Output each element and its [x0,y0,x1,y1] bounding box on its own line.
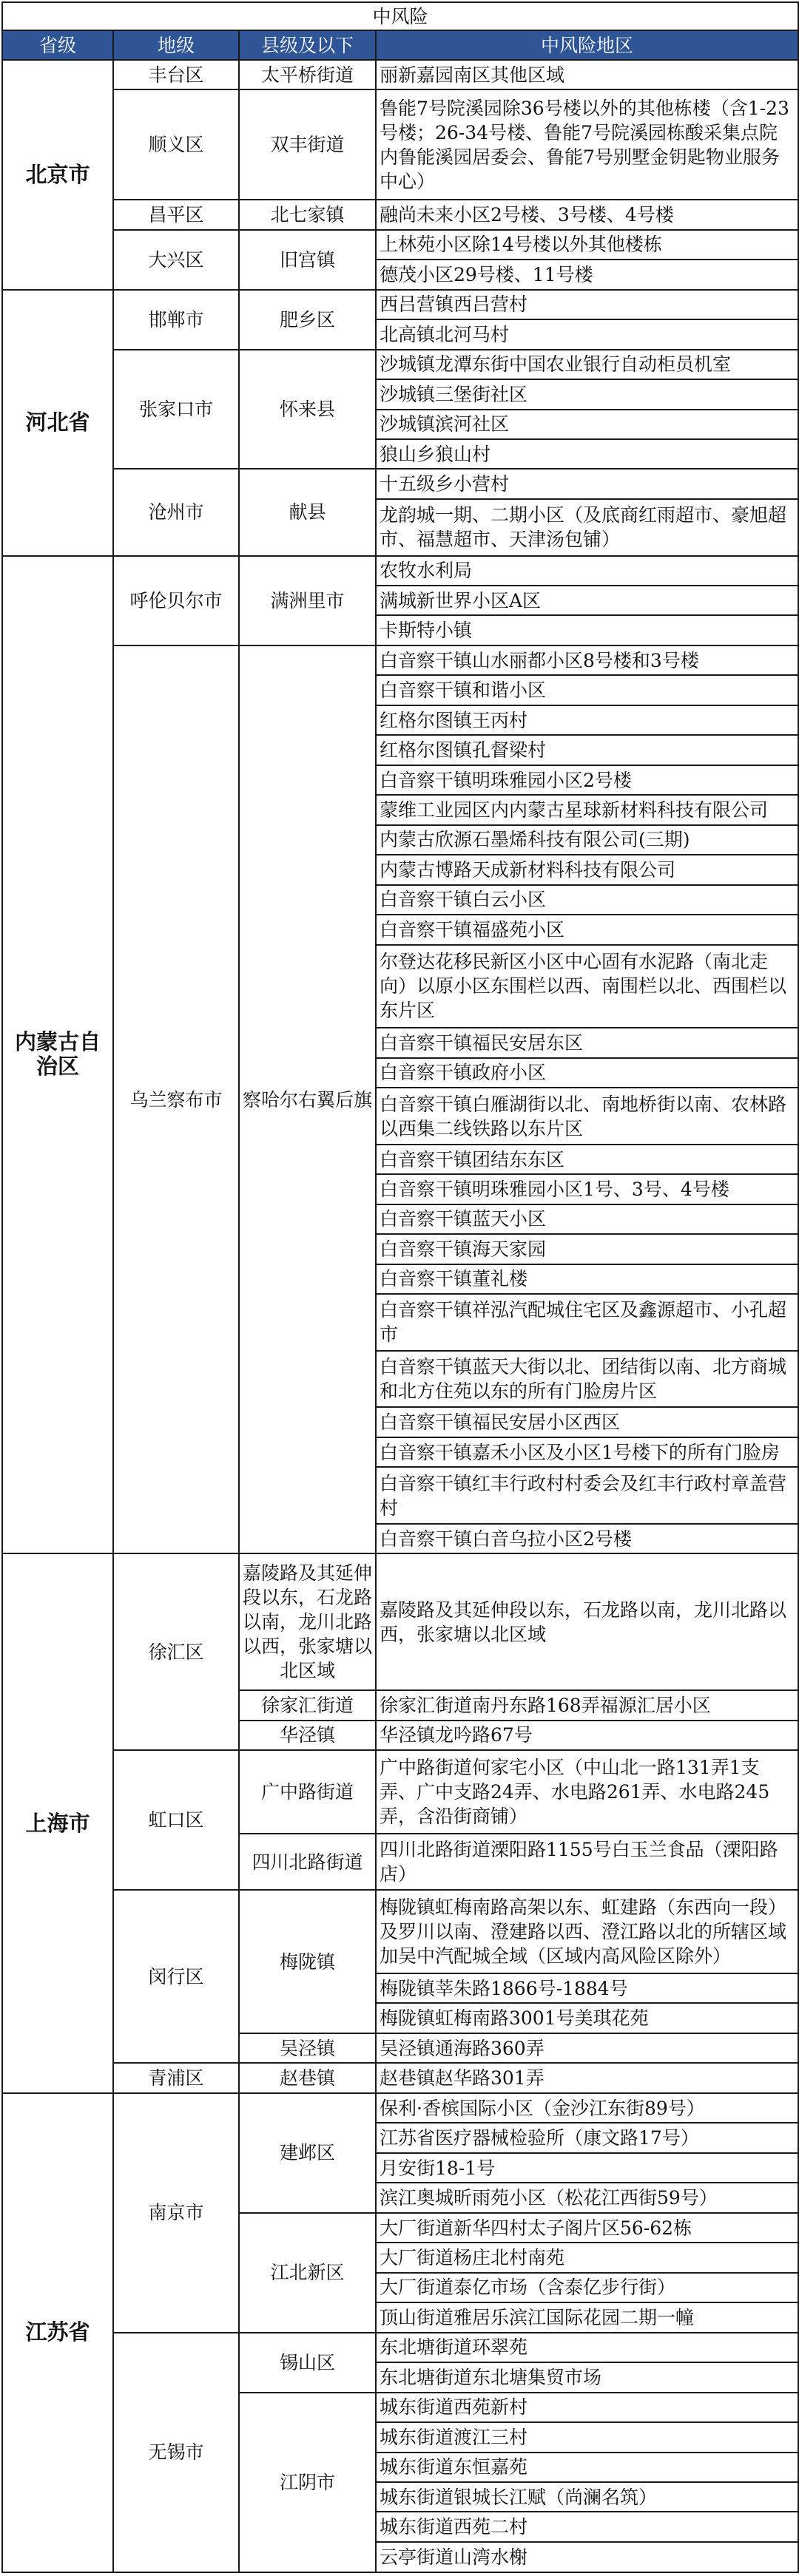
county-cell: 江北新区 [239,2213,376,2333]
area-cell: 满城新世界小区A区 [376,586,798,615]
county-cell: 太平桥街道 [239,60,376,89]
area-cell: 沙城镇龙潭东街中国农业银行自动柜员机室 [376,350,798,379]
city-cell: 丰台区 [113,60,239,89]
area-cell: 蒙维工业园区内内蒙古星球新材料科技有限公司 [376,795,798,824]
area-cell: 白音察干镇红丰行政村村委会及红丰行政村章盖营村 [376,1467,798,1524]
table-title-row [2,2,798,30]
table-header-row [2,30,798,60]
county-cell: 察哈尔右翼后旗 [239,645,376,1553]
area-cell: 吴泾镇通海路360弄 [376,2033,798,2063]
area-cell: 大厂街道杨庄北村南苑 [376,2243,798,2272]
area-cell: 狼山乡狼山村 [376,439,798,469]
area-cell: 城东街道渡江三村 [376,2422,798,2452]
area-cell: 徐家汇街道南丹东路168弄福源汇居小区 [376,1690,798,1720]
county-cell: 四川北路街道 [239,1834,376,1891]
area-cell: 白音察干镇白云小区 [376,885,798,915]
area-cell: 华泾镇龙吟路67号 [376,1721,798,1750]
county-cell: 北七家镇 [239,200,376,229]
area-cell: 保利·香槟国际小区（金沙江东街89号） [376,2093,798,2123]
table-row [2,645,798,675]
city-cell: 虹口区 [113,1750,239,1890]
county-cell: 满洲里市 [239,556,376,645]
area-cell: 白音察干镇海天家园 [376,1234,798,1264]
city-cell: 青浦区 [113,2063,239,2092]
header-area: 中风险地区 [376,30,798,60]
area-cell: 城东街道西苑二村 [376,2512,798,2541]
city-cell: 闵行区 [113,1890,239,2063]
province-cell: 上海市 [2,1553,113,2093]
table-row [2,200,798,229]
county-cell: 广中路街道 [239,1750,376,1834]
county-cell: 双丰街道 [239,89,376,200]
area-cell: 城东街道东恒嘉苑 [376,2453,798,2482]
area-cell: 梅陇镇莘朱路1866号-1884号 [376,1973,798,2003]
county-cell: 徐家汇街道 [239,1690,376,1720]
table-row [2,2093,798,2123]
county-cell: 怀来县 [239,350,376,470]
area-cell: 白音察干镇蓝天小区 [376,1204,798,1234]
province-cell: 江苏省 [2,2093,113,2572]
area-cell: 江苏省医疗器械检验所（康文路17号） [376,2123,798,2152]
risk-area-table [1,1,799,2573]
area-cell: 白音察干镇福民安居小区西区 [376,1407,798,1437]
area-cell: 白音察干镇白音乌拉小区2号楼 [376,1524,798,1553]
area-cell: 梅陇镇虹梅南路3001号美琪花苑 [376,2003,798,2033]
table-row [2,1553,798,1690]
province-cell: 内蒙古自治区 [2,556,113,1554]
city-cell: 南京市 [113,2093,239,2333]
county-cell: 献县 [239,469,376,555]
area-cell: 丽新嘉园南区其他区域 [376,60,798,89]
area-cell: 滨江奥城昕雨苑小区（松花江西街59号） [376,2183,798,2212]
county-cell: 梅陇镇 [239,1890,376,2033]
county-cell: 旧宫镇 [239,230,376,290]
area-cell: 沙城镇三堡街社区 [376,379,798,409]
city-cell: 昌平区 [113,200,239,229]
county-cell: 建邺区 [239,2093,376,2213]
area-cell: 东北塘街道东北塘集贸市场 [376,2362,798,2392]
area-cell: 城东街道银城长江赋（尚澜名筑） [376,2482,798,2512]
area-cell: 顶山街道雅居乐滨江国际花园二期一幢 [376,2302,798,2332]
area-cell: 十五级乡小营村 [376,469,798,498]
county-cell: 嘉陵路及其延伸段以东，石龙路以南，龙川北路以西，张家塘以北区域 [239,1553,376,1690]
county-cell: 肥乡区 [239,290,376,350]
header-city: 地级 [113,30,239,60]
area-cell: 白音察干镇福盛苑小区 [376,915,798,944]
city-cell: 无锡市 [113,2333,239,2572]
city-cell: 大兴区 [113,230,239,290]
area-cell: 北高镇北河马村 [376,319,798,349]
area-cell: 云亭街道山湾水榭 [376,2542,798,2572]
area-cell: 白音察干镇嘉禾小区及小区1号楼下的所有门脸房 [376,1437,798,1467]
area-cell: 德茂小区29号楼、11号楼 [376,260,798,289]
area-cell: 广中路街道何家宅小区（中山北一路131弄1支弄、广中支路24弄、水电路261弄、水电路245弄，含沿街商铺） [376,1750,798,1834]
table-row [2,1750,798,1834]
header-province: 省级 [2,30,113,60]
area-cell: 大厂街道泰亿市场（含泰亿步行街） [376,2273,798,2302]
city-cell: 徐汇区 [113,1553,239,1750]
area-cell: 城东街道西苑新村 [376,2393,798,2422]
county-cell: 赵巷镇 [239,2063,376,2092]
area-cell: 白音察干镇山水丽都小区8号楼和3号楼 [376,645,798,675]
area-cell: 上林苑小区除14号楼以外其他楼栋 [376,230,798,260]
table-row [2,2333,798,2362]
area-cell: 红格尔图镇王丙村 [376,705,798,735]
area-cell: 内蒙古博路天成新材料科技有限公司 [376,855,798,884]
table-row [2,350,798,379]
area-cell: 融尚未来小区2号楼、3号楼、4号楼 [376,200,798,229]
city-cell: 邯郸市 [113,290,239,350]
city-cell: 乌兰察布市 [113,645,239,1553]
area-cell: 农牧水利局 [376,556,798,586]
city-cell: 呼伦贝尔市 [113,556,239,645]
area-cell: 月安街18-1号 [376,2153,798,2183]
table-body [2,60,798,2572]
table-row [2,230,798,260]
area-cell: 鲁能7号院溪园除36号楼以外的其他栋楼（含1-23号楼；26-34号楼、鲁能7号院溪园栋酸采集点院内鲁能溪园居委会、鲁能7号别墅金钥匙物业服务中心） [376,89,798,200]
county-cell: 江阴市 [239,2393,376,2572]
table-row [2,1890,798,1973]
city-cell: 沧州市 [113,469,239,555]
area-cell: 白音察干镇团结东东区 [376,1145,798,1174]
city-cell: 顺义区 [113,89,239,200]
area-cell: 沙城镇滨河社区 [376,410,798,439]
area-cell: 赵巷镇赵华路301弄 [376,2063,798,2092]
area-cell: 白音察干镇明珠雅园小区2号楼 [376,765,798,795]
county-cell: 吴泾镇 [239,2033,376,2063]
area-cell: 东北塘街道环翠苑 [376,2333,798,2362]
province-cell: 河北省 [2,290,113,556]
area-cell: 白音察干镇明珠雅园小区1号、3号、4号楼 [376,1174,798,1204]
table-row [2,290,798,319]
area-cell: 白音察干镇祥泓汽配城住宅区及鑫源超市、小孔超市 [376,1294,798,1351]
area-cell: 梅陇镇虹梅南路高架以东、虹建路（东西向一段）及罗川以南、澄建路以西、澄江路以北的所辖区域加吴中汽配城全域（区域内高风险区除外） [376,1890,798,1973]
area-cell: 白音察干镇蓝天大街以北、团结街以南、北方商城和北方住苑以东的所有门脸房片区 [376,1351,798,1408]
area-cell: 西吕营镇西吕营村 [376,290,798,319]
area-cell: 白音察干镇和谐小区 [376,675,798,705]
area-cell: 白音察干镇董礼楼 [376,1264,798,1294]
table-row [2,556,798,586]
table-title: 中风险 [2,2,798,30]
area-cell: 大厂街道新华四村太子阁片区56-62栋 [376,2213,798,2243]
county-cell: 华泾镇 [239,1721,376,1750]
county-cell: 锡山区 [239,2333,376,2393]
area-cell: 嘉陵路及其延伸段以东，石龙路以南，龙川北路以西，张家塘以北区域 [376,1553,798,1690]
city-cell: 张家口市 [113,350,239,470]
area-cell: 卡斯特小镇 [376,615,798,645]
area-cell: 红格尔图镇孔督梁村 [376,735,798,765]
area-cell: 白音察干镇白雁湖街以北、南地桥街以南、农林路以西集二线铁路以东片区 [376,1088,798,1145]
area-cell: 龙韵城一期、二期小区（及底商红雨超市、豪旭超市、福慧超市、天津汤包铺） [376,499,798,556]
table-row [2,60,798,89]
header-county: 县级及以下 [239,30,376,60]
table-row [2,469,798,498]
area-cell: 白音察干镇政府小区 [376,1058,798,1088]
area-cell: 四川北路街道溧阳路1155号白玉兰食品（溧阳路店） [376,1834,798,1891]
area-cell: 白音察干镇福民安居东区 [376,1028,798,1057]
table-row [2,89,798,200]
area-cell: 尔登达花移民新区小区中心固有水泥路（南北走向）以原小区东围栏以西、南围栏以北、西围栏以东片区 [376,945,798,1028]
table-row [2,2063,798,2092]
province-cell: 北京市 [2,60,113,290]
area-cell: 内蒙古欣源石墨烯科技有限公司(三期) [376,825,798,855]
